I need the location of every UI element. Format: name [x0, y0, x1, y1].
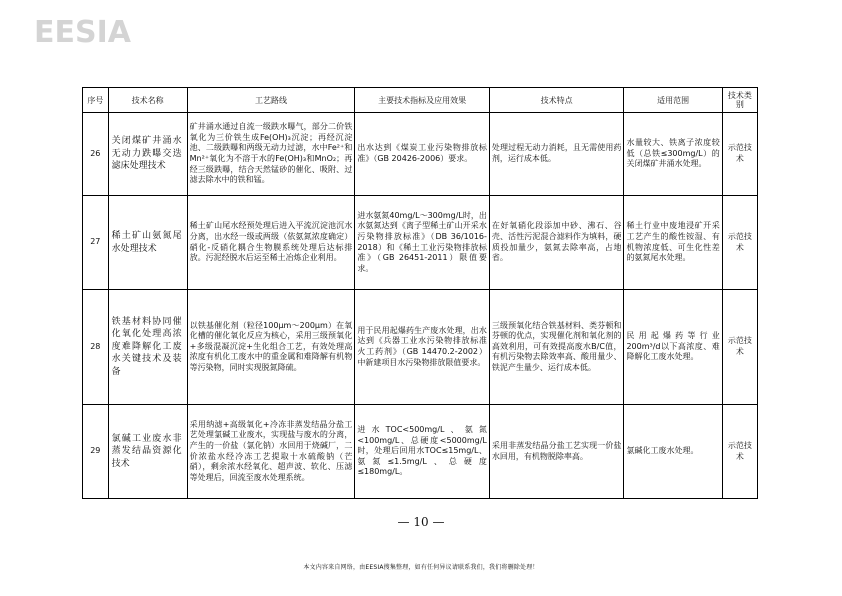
cell-process: 以铁基催化剂（粒径100μm～200μm）在氧化槽的催化氧化反应为核心，采用三级预氧化+多级混凝沉淀+生化组合工艺，有效处理高浓度有机化工废水中的重金属和难降解有机物等污染物，同时实现脱氮降硫。 — [187, 290, 355, 405]
cell-indicators: 出水达到《煤炭工业污染物排放标准》（GB 20426-2006）要求。 — [355, 113, 490, 196]
cell-features: 采用非蒸发结晶分盐工艺实现一价盐水回用，有机物脱除率高。 — [489, 405, 624, 499]
cell-scope: 氯碱化工废水处理。 — [624, 405, 722, 499]
header-indicators: 主要技术指标及应用效果 — [355, 88, 490, 113]
page-number: — 10 — — [397, 515, 445, 529]
cell-no: 28 — [83, 290, 109, 405]
table-row — [83, 290, 758, 405]
cell-indicators: 进水氨氮40mg/L～300mg/L时，出水氨氮达到《离子型稀土矿山开采水污染物排放标准》（DB 36/1016-2018）和《稀土工业污染物排放标准》（GB 26451-2011）限值要求。 — [355, 196, 490, 290]
cell-indicators: 用于民用起爆药生产废水处理，出水达到《兵器工业水污染物排放标准 火工药剂》（GB 14470.2-2002）中新建项目水污染物排放限值要求。 — [355, 290, 490, 405]
cell-category: 示范技术 — [722, 113, 757, 196]
cell-features: 三级预氧化结合铁基材料、类芬顿和芬顿的优点，实现催化剂和氧化剂的高效利用，可有效提高废水B/C值，有机污染物去除效率高、酸用量少、铁泥产生量少、运行成本低。 — [489, 290, 624, 405]
table-row — [83, 113, 758, 196]
cell-no: 27 — [83, 196, 109, 290]
cell-name: 稀土矿山氨氮尾水处理技术 — [108, 196, 187, 290]
cell-name: 铁基材料协同催化氧化处理高浓度难降解化工废水关键技术及装备 — [108, 290, 187, 405]
cell-process: 稀土矿山尾水经预处理后进入平流沉淀池沉水分离，出水经一级或两级（依氨氮浓度确定）硝化-反硝化耦合生物膜系统处理后达标排放。污泥经脱水后运至稀土冶炼企业利用。 — [187, 196, 355, 290]
footer-disclaimer: 本文内容来自网络，由EESIA搜集整理，如有任何异议请联系我们，我们将删除处理！ — [303, 564, 539, 571]
cell-category: 示范技术 — [722, 405, 757, 499]
header-scope: 适用范围 — [624, 88, 722, 113]
cell-name: 关闭煤矿井涌水无动力跌曝交迭滤床处理技术 — [108, 113, 187, 196]
cell-scope: 水量较大、铁离子浓度较低（总铁≤300mg/L）的关闭煤矿井涌水处理。 — [624, 113, 722, 196]
table-header-row — [83, 88, 758, 113]
cell-scope: 稀土行业中废地浸矿开采工艺产生的酸性铵湿、有机物浓度低、可生化性差的氨氮尾水处理。 — [624, 196, 722, 290]
header-process: 工艺路线 — [187, 88, 355, 113]
cell-features: 处理过程无动力消耗，且无需使用药剂，运行成本低。 — [489, 113, 624, 196]
technology-table — [82, 87, 758, 499]
cell-scope: 民用起爆药等行业200m³/d以下高浓度、难降解化工废水处理。 — [624, 290, 722, 405]
cell-indicators: 进水TOC<500mg/L、氨氮<100mg/L、总硬度<5000mg/L时，处理后回用水TOC≤15mg/L、氨氮≤1.5mg/L、总硬度≤180mg/L。 — [355, 405, 490, 499]
cell-category: 示范技术 — [722, 290, 757, 405]
header-no: 序号 — [83, 88, 109, 113]
table-row — [83, 196, 758, 290]
cell-process: 矿井涌水通过自流一级跌水曝气，部分二价铁氧化为三价铁生成Fe(OH)₃沉淀；再经沉淀池、二级跌曝和两级无动力过滤，水中Fe²⁺和Mn²⁺氧化为不溶于水的Fe(OH)₃和MnO₂；再经三级跌曝，结合天然锰砂的催化、吸附、过滤去除水中的铁和锰。 — [187, 113, 355, 196]
cell-features: 在好氧硝化段添加中砂、沸石、谷壳、活性污泥混合滤料作为填料，硬质投加量少，氨氮去除率高，占地省。 — [489, 196, 624, 290]
header-name: 技术名称 — [108, 88, 187, 113]
eesia-logo — [34, 12, 154, 52]
cell-category: 示范技术 — [722, 196, 757, 290]
header-category: 技术类别 — [722, 88, 757, 113]
cell-process: 采用纳滤+高级氧化+冷冻非蒸发结晶分盐工艺处理氯碱工业废水，实现盐与废水的分离，产生的一价盐（氯化钠）水回用于烧碱厂，二价浓盐水经冷冻工艺提取十水硫酸钠（芒硝），剩余浓水经氧化、超声波、软化、压滤等处理后，回流至废水处理系统。 — [187, 405, 355, 499]
header-features: 技术特点 — [489, 88, 624, 113]
cell-name: 氯碱工业废水非蒸发结晶资源化技术 — [108, 405, 187, 499]
cell-no: 26 — [83, 113, 109, 196]
svg-text:EESIA: EESIA — [34, 15, 131, 50]
cell-no: 29 — [83, 405, 109, 499]
table-row — [83, 405, 758, 499]
